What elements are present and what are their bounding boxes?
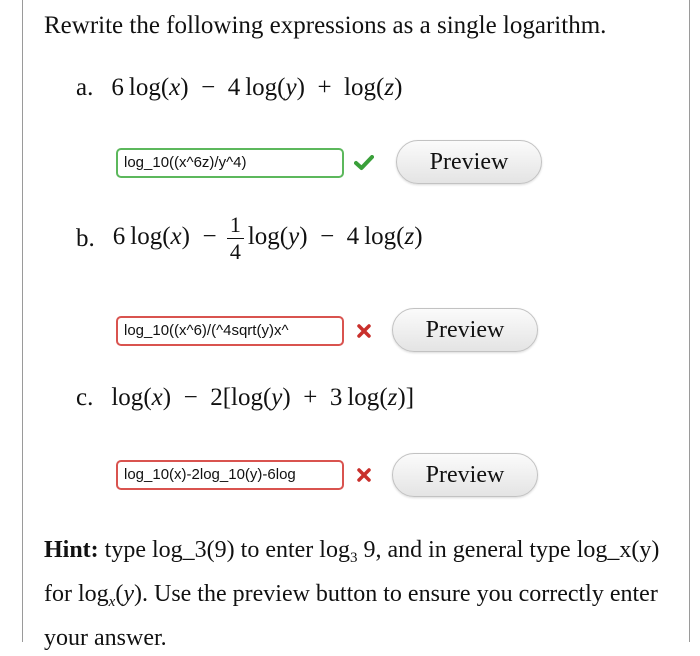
problem-a-expression <box>76 74 402 102</box>
cross-icon <box>352 463 376 487</box>
problem-c-preview-button[interactable]: Preview <box>392 453 538 497</box>
instruction-text: Rewrite the following expressions as a single logarithm. <box>44 12 607 39</box>
problem-c-answer-input[interactable]: log_10(x)-2log_10(y)-6log <box>116 460 344 490</box>
hint-text: Hint: type log_3(9) to enter $\log_3 9$, and in general type log_x(y) for $\log_x(y)$. Use the preview button to ensure you correctly enter your answer. <box>44 537 660 651</box>
problem-b-answer-input[interactable]: log_10((x^6)/(^4sqrt(y)x^ <box>116 316 344 346</box>
problem-b-math: 6 log(x) − $\frac{1}{4}$ log(y) − 4 log(z) <box>112 212 423 264</box>
cross-icon <box>352 319 376 343</box>
problem-c-answer-row <box>116 460 376 490</box>
problem-a-letter: a. <box>76 74 94 101</box>
problem-a-answer-input[interactable]: log_10((x^6z)/y^4) <box>116 148 344 178</box>
problem-b-preview-button[interactable]: Preview <box>392 308 538 352</box>
problem-b-letter: b. <box>76 224 95 252</box>
checkmark-icon <box>352 151 376 175</box>
problem-c-letter: c. <box>76 384 94 411</box>
problem-c-expression <box>76 384 414 412</box>
problem-b-answer-row <box>116 316 376 346</box>
problem-b-expression <box>76 214 423 263</box>
problem-c-math: log(x) − 2[log(y) + 3 log(z)] <box>111 384 415 411</box>
problem-a-preview-button[interactable]: Preview <box>396 140 542 184</box>
problem-b-fraction: $\frac{1}{4}$ <box>227 214 244 263</box>
problem-a-math: 6 log(x) − 4 log(y) + log(z) <box>111 74 403 101</box>
problem-a-answer-row <box>116 148 376 178</box>
hint-label: Hint: <box>44 537 99 563</box>
